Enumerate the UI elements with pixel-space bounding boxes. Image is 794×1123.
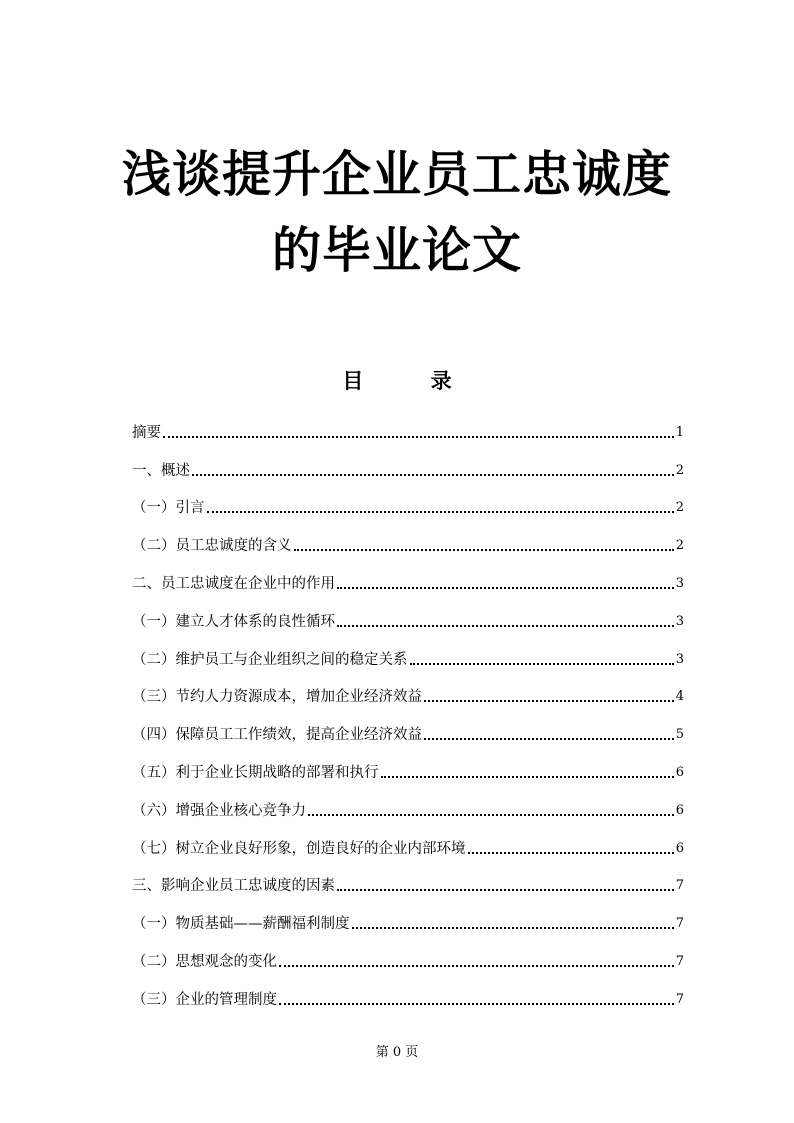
toc-entry-page-number: 4 bbox=[675, 689, 684, 705]
toc-dot-leader bbox=[337, 587, 674, 589]
toc-entry-page-number: 6 bbox=[675, 764, 684, 780]
toc-entry bbox=[132, 860, 684, 898]
page-footer: 第 0 页 bbox=[375, 1045, 419, 1060]
toc-entry-label: 二、员工忠诚度在企业中的作用 bbox=[132, 575, 335, 592]
toc-entry-label: （二）维护员工与企业组织之间的稳定关系 bbox=[132, 651, 408, 668]
toc-entry bbox=[132, 973, 684, 1011]
toc-dot-leader bbox=[424, 738, 674, 740]
toc-entry-page-number: 6 bbox=[675, 840, 684, 856]
toc-entry bbox=[132, 784, 684, 822]
toc-entry-label: （二）员工忠诚度的含义 bbox=[132, 538, 292, 555]
toc-dot-leader bbox=[424, 700, 674, 702]
toc-entry bbox=[132, 671, 684, 709]
toc-entry bbox=[132, 935, 684, 973]
toc-entry-label: 一、概述 bbox=[132, 462, 190, 479]
toc-entry bbox=[132, 746, 684, 784]
toc-dot-leader bbox=[192, 474, 674, 476]
toc-entry-label: （一）物质基础——薪酬福利制度 bbox=[132, 916, 350, 933]
toc-dot-leader bbox=[337, 625, 674, 627]
toc-entry bbox=[132, 519, 684, 557]
toc-heading: 目 录 bbox=[342, 369, 482, 393]
toc-entry-page-number: 6 bbox=[675, 802, 684, 818]
toc-entry-page-number: 2 bbox=[675, 500, 684, 516]
toc-entry bbox=[132, 482, 684, 520]
toc-entry bbox=[132, 633, 684, 671]
toc-entry bbox=[132, 822, 684, 860]
toc-entry-page-number: 3 bbox=[675, 613, 684, 629]
toc-entry-label: （五）利于企业长期战略的部署和执行 bbox=[132, 764, 379, 781]
toc-entry bbox=[132, 897, 684, 935]
toc-entry-page-number: 2 bbox=[675, 462, 684, 478]
toc-dot-leader bbox=[468, 852, 674, 854]
toc-entry-page-number: 2 bbox=[675, 538, 684, 554]
table-of-contents bbox=[132, 406, 684, 1011]
document-title-line-2: 的毕业论文 bbox=[271, 222, 522, 279]
toc-entry-label: （一）建立人才体系的良性循环 bbox=[132, 613, 335, 630]
toc-entry-page-number: 7 bbox=[675, 991, 684, 1007]
toc-entry bbox=[132, 444, 684, 482]
toc-dot-leader bbox=[163, 436, 674, 438]
toc-dot-leader bbox=[279, 1003, 674, 1005]
toc-entry bbox=[132, 406, 684, 444]
toc-entry-page-number: 1 bbox=[675, 424, 684, 440]
toc-entry-label: 三、影响企业员工忠诚度的因素 bbox=[132, 878, 335, 895]
toc-entry-label: （四）保障员工工作绩效，提高企业经济效益 bbox=[132, 727, 422, 744]
toc-entry-label: 摘要 bbox=[132, 424, 161, 441]
toc-dot-leader bbox=[279, 965, 674, 967]
document-title-line-1: 浅谈提升企业员工忠诚度 bbox=[121, 146, 672, 203]
toc-entry-page-number: 3 bbox=[675, 575, 684, 591]
toc-dot-leader bbox=[381, 776, 674, 778]
toc-entry bbox=[132, 708, 684, 746]
toc-entry-label: （二）思想观念的变化 bbox=[132, 953, 277, 970]
toc-dot-leader bbox=[308, 814, 674, 816]
toc-entry-label: （三）节约人力资源成本，增加企业经济效益 bbox=[132, 689, 422, 706]
toc-entry-label: （一）引言 bbox=[132, 500, 205, 517]
toc-entry-label: （六）增强企业核心竞争力 bbox=[132, 802, 306, 819]
toc-dot-leader bbox=[294, 549, 674, 551]
toc-entry-page-number: 7 bbox=[675, 916, 684, 932]
toc-dot-leader bbox=[207, 511, 674, 513]
toc-entry bbox=[132, 557, 684, 595]
toc-dot-leader bbox=[352, 927, 674, 929]
toc-entry-page-number: 7 bbox=[675, 953, 684, 969]
toc-entry-page-number: 3 bbox=[675, 651, 684, 667]
toc-entry-label: （七）树立企业良好形象，创造良好的企业内部环境 bbox=[132, 840, 466, 857]
toc-entry bbox=[132, 595, 684, 633]
toc-dot-leader bbox=[337, 889, 674, 891]
toc-dot-leader bbox=[410, 663, 674, 665]
toc-entry-page-number: 5 bbox=[675, 727, 684, 743]
toc-entry-label: （三）企业的管理制度 bbox=[132, 991, 277, 1008]
toc-entry-page-number: 7 bbox=[675, 878, 684, 894]
